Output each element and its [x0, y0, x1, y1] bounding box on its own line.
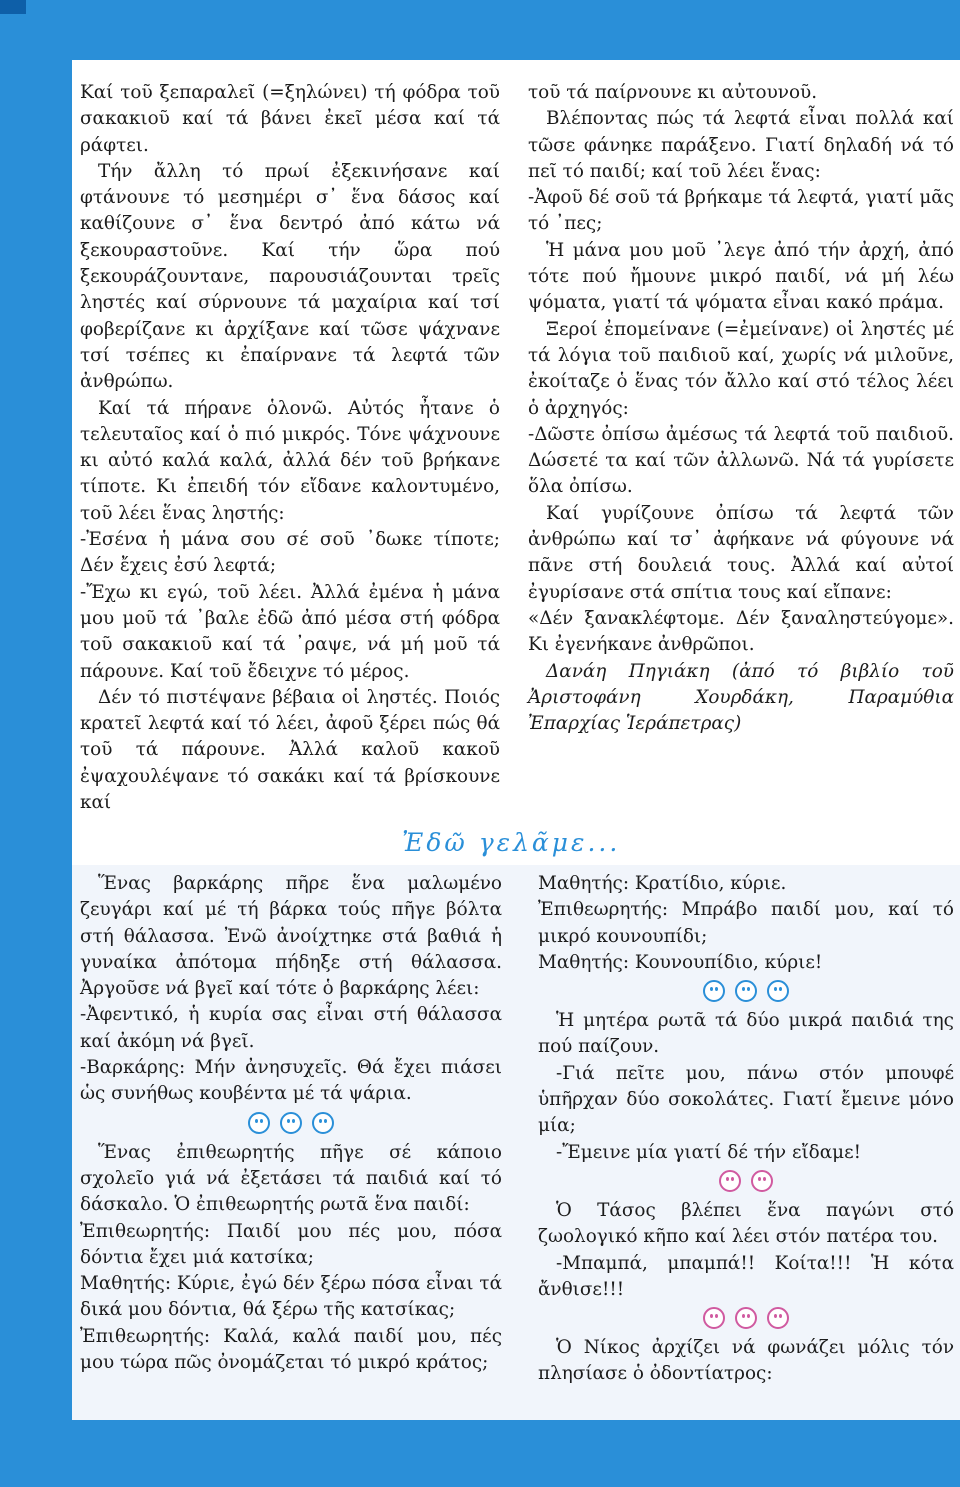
- jokes-right-column: [538, 871, 954, 1388]
- joke-paragraph: -Ἀφεντικό, ἡ κυρία σας εἶναι στή θάλασσα καί ἀκόμη νά βγεῖ.: [80, 1004, 502, 1052]
- jokes-left-column: [80, 871, 502, 1376]
- story-paragraph: Καί τοῦ ξεπαραλεῖ (=ξηλώνει) τή φόδρα τοῦ σακακιοῦ καί τά βάνει ἐκεῖ μέσα καί τά ράφτει.: [80, 82, 500, 156]
- story-left-column: [80, 80, 500, 816]
- story-paragraph: Τήν ἄλλη τό πρωί ἐξεκινήσανε καί φτάνουνε τό μεσημέρι σ᾽ ἕνα δάσος καί καθίζουνε σ᾽ ἕνα δεντρό ἀπό κάτω νά ξεκουραστοῦνε. Καί τήν ὥρα πού ξεκουράζουντανε, παρουσιάζουνται τρεῖς ληστές καί σύρνουνε τά μαχαίρια καί τσί φοβερίζανε κι ἀρχίξανε καί τῶσε ψάχνανε τσί τσέπες κι ἐπαίρνανε τά λεφτά τῶν ἀνθρώπω.: [80, 160, 500, 393]
- story-paragraph: Καί τά πήρανε ὁλονῶ. Αὐτός ἦτανε ὁ τελευταῖος καί ὁ πιό μικρός. Τόνε ψάχνουνε κι αὐτό καλά καλά, ἀλλά δέν τοῦ βρήκανε τίποτε. Κι ἐπειδή τόν εἴδανε καλοντυμένο, τοῦ λέει ἕνας ληστής:: [80, 397, 500, 524]
- story-paragraph: «Δέν ξανακλέφτομε. Δέν ξαναληστεύγομε». Κι ἐγενήκανε ἀνθρῶποι.: [528, 607, 954, 656]
- joke-paragraph: -Ἔμεινε μία γιατί δέ τήν εἴδαμε!: [556, 1141, 862, 1163]
- joke-paragraph: -Μπαμπά, μπαμπά!! Κοίτα!!! Ἡ κότα ἄνθισε!!!: [538, 1252, 954, 1300]
- joke-paragraph: Ἐπιθεωρητής: Μπράβο παιδί μου, καί τό μικρό κουνουπίδι;: [538, 899, 954, 947]
- smiley-face-icon: [280, 1112, 302, 1134]
- joke-paragraph: Μαθητής: Κρατίδιο, κύριε.: [538, 873, 787, 894]
- joke-paragraph: Ἐπιθεωρητής: Παιδί μου πές μου, πόσα δόντια ἔχει μιά κατσίκα;: [80, 1220, 502, 1268]
- story-right-column: [528, 80, 954, 737]
- story-paragraph: -Ἀφοῦ δέ σοῦ τά βρήκαμε τά λεφτά, γιατί μᾶς τό ᾽πες;: [528, 187, 954, 235]
- jokes-title: Ἐδῶ γελᾶμε...: [402, 828, 621, 857]
- story-paragraph: τοῦ τά παίρνουνε κι αὐτουνοῦ.: [528, 82, 818, 103]
- smiley-face-icon: [248, 1112, 270, 1134]
- story-paragraph: Καί γυρίζουνε ὀπίσω τά λεφτά τῶν ἀνθρώπω καί τσ᾽ ἀφήκανε νά φύγουνε νά πᾶνε στή δουλειά τους. Ἀλλά καί αὐτοί ἐγυρίσανε στά σπίτια τους καί εἴπανε:: [528, 502, 954, 603]
- story-paragraph: Δέν τό πιστέψανε βέβαια οἱ ληστές. Ποιός κρατεῖ λεφτά καί τό λέει, ἀφοῦ ξέρει πώς θά τοῦ τά πάρουνε. Ἀλλά καλοῦ κακοῦ ἐψαχουλέψανε τό σακάκι καί τά βρίσκουνε καί: [80, 686, 500, 814]
- smiley-divider: [80, 1108, 502, 1140]
- smiley-divider: [538, 976, 954, 1008]
- story-paragraph: Βλέποντας πώς τά λεφτά εἶναι πολλά καί τῶσε φάνηκε παράξενο. Γιατί δηλαδή νά τό πεῖ τό παιδί; καί τοῦ λέει ἕνας:: [528, 108, 954, 182]
- joke-paragraph: Μαθητής: Κύριε, ἐγώ δέν ξέρω πόσα εἶναι τά δικά μου δόντια, θά ξέρω τῆς κατσίκας;: [80, 1273, 502, 1321]
- joke-paragraph: Ἕνας βαρκάρης πῆρε ἕνα μαλωμένο ζευγάρι καί μέ τή βάρκα τούς πῆγε βόλτα στή θάλασσα. Ἐνῶ ἀνοίχτηκε στά βαθιά ἡ γυναίκα ἀπότομα πήδηξε στή θάλασσα. Ἀργοῦσε νά βγεῖ καί τότε ὁ βαρκάρης λέει:: [80, 873, 502, 1000]
- smiley-face-icon: [703, 980, 725, 1002]
- story-paragraph: Ξεροί ἐπομείνανε (=ἐμείνανε) οἱ ληστές μέ τά λόγια τοῦ παιδιοῦ καί, χωρίς νά μιλοῦνε, ἐκοίταζε ὁ ἕνας τόν ἄλλο καί στό τέλος λέει ὁ ἀρχηγός:: [528, 318, 954, 419]
- page: [72, 60, 960, 1420]
- smiley-face-icon: [312, 1112, 334, 1134]
- story-paragraph: -Δῶστε ὀπίσω ἀμέσως τά λεφτά τοῦ παιδιοῦ. Δώσετέ τα καί τῶν ἀλλωνῶ. Νά τά γυρίσετε ὅλα ὀπίσω.: [528, 423, 954, 498]
- smiley-face-icon: [735, 1307, 757, 1329]
- smiley-face-icon: [703, 1307, 725, 1329]
- smiley-divider: [538, 1303, 954, 1335]
- smiley-face-icon: [751, 1170, 773, 1192]
- joke-paragraph: Ὁ Νίκος ἀρχίζει νά φωνάζει μόλις τόν πλησίασε ὁ ὀδοντίατρος:: [538, 1337, 954, 1385]
- smiley-face-icon: [767, 1307, 789, 1329]
- story-paragraph: -Ἔχω κι εγώ, τοῦ λέει. Ἀλλά ἐμένα ἡ μάνα μου μοῦ τά ᾽βαλε ἐδῶ ἀπό μέσα στή φόδρα τοῦ σακακιοῦ καί τά ᾽ραψε, νά μή μοῦ τά πάρουνε. Καί τοῦ ἔδειχνε τό μέρος.: [80, 581, 500, 682]
- joke-paragraph: Ὁ Τάσος βλέπει ἕνα παγώνι στό ζωολογικό κῆπο καί λέει στόν πατέρα του.: [538, 1199, 954, 1248]
- corner-tab: [0, 0, 26, 14]
- joke-paragraph: -Βαρκάρης: Μήν ἀνησυχεῖς. Θά ἔχει πιάσει ὡς συνήθως κουβέντα μέ τά ψάρια.: [80, 1057, 502, 1105]
- joke-paragraph: Ἐπιθεωρητής: Καλά, καλά παιδί μου, πές μου τώρα πῶς ὀνομάζεται τό μικρό κράτος;: [80, 1325, 502, 1374]
- joke-paragraph: Ἡ μητέρα ρωτᾶ τά δύο μικρά παιδιά της πού παίζουν.: [538, 1010, 954, 1058]
- joke-paragraph: -Γιά πεῖτε μου, πάνω στόν μπουφέ ὑπῆρχαν δύο σοκολάτες. Γιατί ἔμεινε μόνο μία;: [538, 1062, 954, 1137]
- story-source: Δανάη Πηγιάκη (ἀπό τό βιβλίο τοῦ Ἀριστοφάνη Χουρδάκη, Παραμύθια Ἐπαρχίας Ἱεράπετρας): [528, 660, 954, 735]
- joke-paragraph: Ἕνας ἐπιθεωρητής πῆγε σέ κάποιο σχολεῖο γιά νά ἐξετάσει τά παιδιά καί τό δάσκαλο. Ὁ ἐπιθεωρητής ρωτᾶ ἕνα παιδί:: [80, 1141, 502, 1216]
- story-paragraph: Ἡ μάνα μου μοῦ ᾽λεγε ἀπό τήν ἀρχή, ἀπό τότε πού ἤμουνε μικρό παιδί, νά μή λέω ψόματα, γιατί τά ψόματα εἶναι κακό πράμα.: [528, 239, 954, 314]
- smiley-divider: [538, 1166, 954, 1198]
- story-paragraph: -Ἐσένα ἡ μάνα σου σέ σοῦ ᾽δωκε τίποτε; Δέν ἔχεις ἐσύ λεφτά;: [80, 529, 500, 577]
- smiley-face-icon: [735, 980, 757, 1002]
- joke-paragraph: Μαθητής: Κουνουπίδιο, κύριε!: [538, 951, 823, 973]
- jokes-section: [72, 865, 960, 1420]
- smiley-face-icon: [719, 1170, 741, 1192]
- smiley-face-icon: [767, 980, 789, 1002]
